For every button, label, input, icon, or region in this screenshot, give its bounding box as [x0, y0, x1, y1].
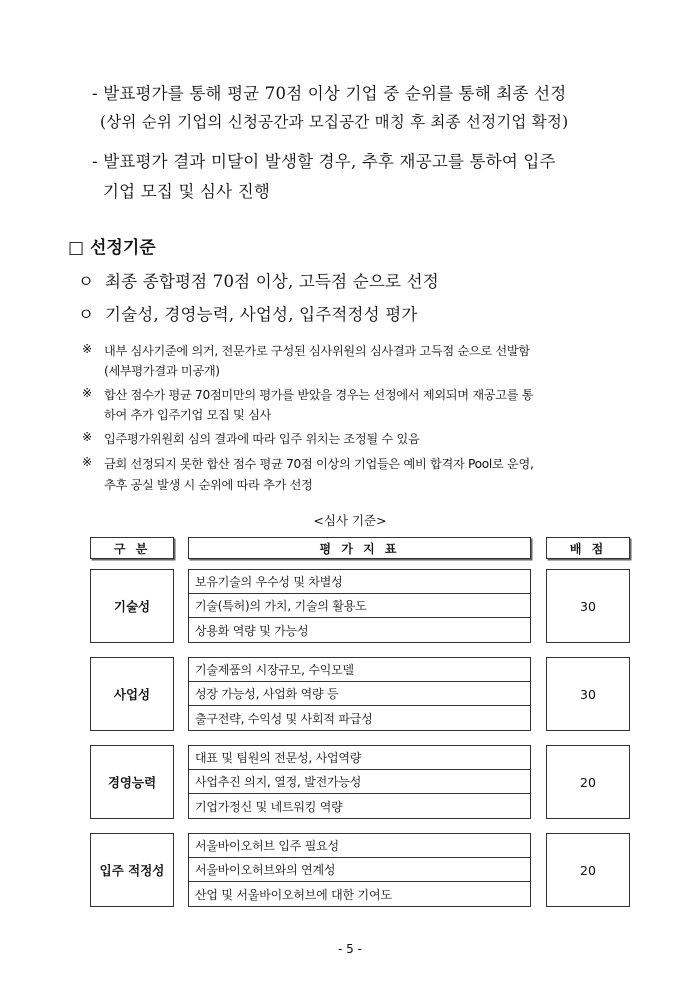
bullet-2	[78, 301, 418, 325]
indicator-item: 서울바이오허브와의 연계성	[189, 858, 530, 882]
bullet-text: 최종 종합평점 70점 이상, 고득점 순으로 선정	[105, 272, 439, 291]
indicator-item: 기업가정신 및 네트워킹 역량	[195, 799, 343, 814]
indicator-item: 출구전략, 수익성 및 사회적 파급성	[195, 711, 373, 726]
note-3-marker: ※	[82, 430, 92, 444]
indicator-item: 기술(특허)의 가치, 기술의 활용도	[189, 594, 530, 618]
intro-line-1: - 발표평가를 통해 평균 70점 이상 기업 중 순위를 통해 최종 선정	[92, 84, 567, 103]
indicator-item: 사업추진 의지, 열정, 발전가능성	[189, 770, 530, 794]
row-indicators-suitability	[188, 833, 531, 907]
note-4-line-1: 금회 선정되지 못한 합산 점수 평균 70점 이상의 기업들은 예비 합격자 Pool로 운영,	[104, 457, 534, 471]
bullet-marker: ㅇ	[78, 272, 95, 291]
intro-line-2: (상위 순위 기업의 신청공간과 모집공간 매칭 후 최종 선정기업 확정)	[100, 113, 569, 131]
indicator-item: 보유기술의 우수성 및 차별성	[189, 570, 530, 594]
row-indicators-management	[188, 745, 531, 819]
header-category: 구 분	[90, 537, 174, 559]
row-category-business: 사업성	[90, 657, 174, 731]
indicator-item: 성장 가능성, 사업화 역량 등	[189, 682, 530, 706]
note-4-marker: ※	[82, 455, 92, 469]
note-2-line-2: 하여 추가 입주기업 모집 및 심사	[104, 408, 272, 422]
note-2-line-1: 합산 점수가 평균 70점미만의 평가를 받았을 경우는 선정에서 제외되며 재공고를 통	[104, 388, 534, 402]
row-score-technology: 30	[546, 569, 630, 643]
bullet-1	[78, 268, 439, 292]
bullet-marker: ㅇ	[78, 305, 95, 324]
row-category-management: 경영능력	[90, 745, 174, 819]
bullet-text: 기술성, 경영능력, 사업성, 입주적정성 평가	[105, 305, 418, 324]
checkbox-square-icon: □	[68, 238, 85, 258]
header-score: 배 점	[546, 537, 630, 559]
indicator-item: 대표 및 팀원의 전문성, 사업역량	[189, 746, 530, 770]
section-heading	[68, 233, 156, 258]
note-1-line-1: 내부 심사기준에 의거, 전문가로 구성된 심사위원의 심사결과 고득점 순으로 선발함	[104, 344, 530, 358]
indicator-item: 산업 및 서울바이오허브에 대한 기여도	[195, 887, 392, 902]
header-indicators: 평 가 지 표	[188, 537, 531, 559]
note-3-line-1: 입주평가위원회 심의 결과에 따라 입주 위치는 조정될 수 있음	[104, 432, 420, 446]
section-title: 선정기준	[89, 238, 156, 258]
note-2-marker: ※	[82, 386, 92, 400]
row-score-suitability: 20	[546, 833, 630, 907]
intro-line-4: 기업 모집 및 심사 진행	[103, 182, 271, 201]
indicator-item: 기술제품의 시장규모, 수익모델	[189, 658, 530, 682]
row-indicators-technology	[188, 569, 531, 643]
note-1-line-2: (세부평가결과 미공개)	[104, 364, 220, 378]
note-1-marker: ※	[82, 342, 92, 356]
row-score-business: 30	[546, 657, 630, 731]
indicator-item: 서울바이오허브 입주 필요성	[189, 834, 530, 858]
table-caption: <심사 기준>	[313, 513, 387, 528]
row-category-technology: 기술성	[90, 569, 174, 643]
intro-line-3: - 발표평가 결과 미달이 발생할 경우, 추후 재공고를 통하여 입주	[92, 152, 556, 171]
row-category-suitability: 입주 적정성	[90, 833, 174, 907]
page-number: - 5 -	[338, 942, 362, 956]
row-score-management: 20	[546, 745, 630, 819]
row-indicators-business	[188, 657, 531, 731]
note-4-line-2: 추후 공실 발생 시 순위에 따라 추가 선정	[104, 478, 313, 492]
indicator-item: 상용화 역량 및 가능성	[195, 623, 309, 638]
